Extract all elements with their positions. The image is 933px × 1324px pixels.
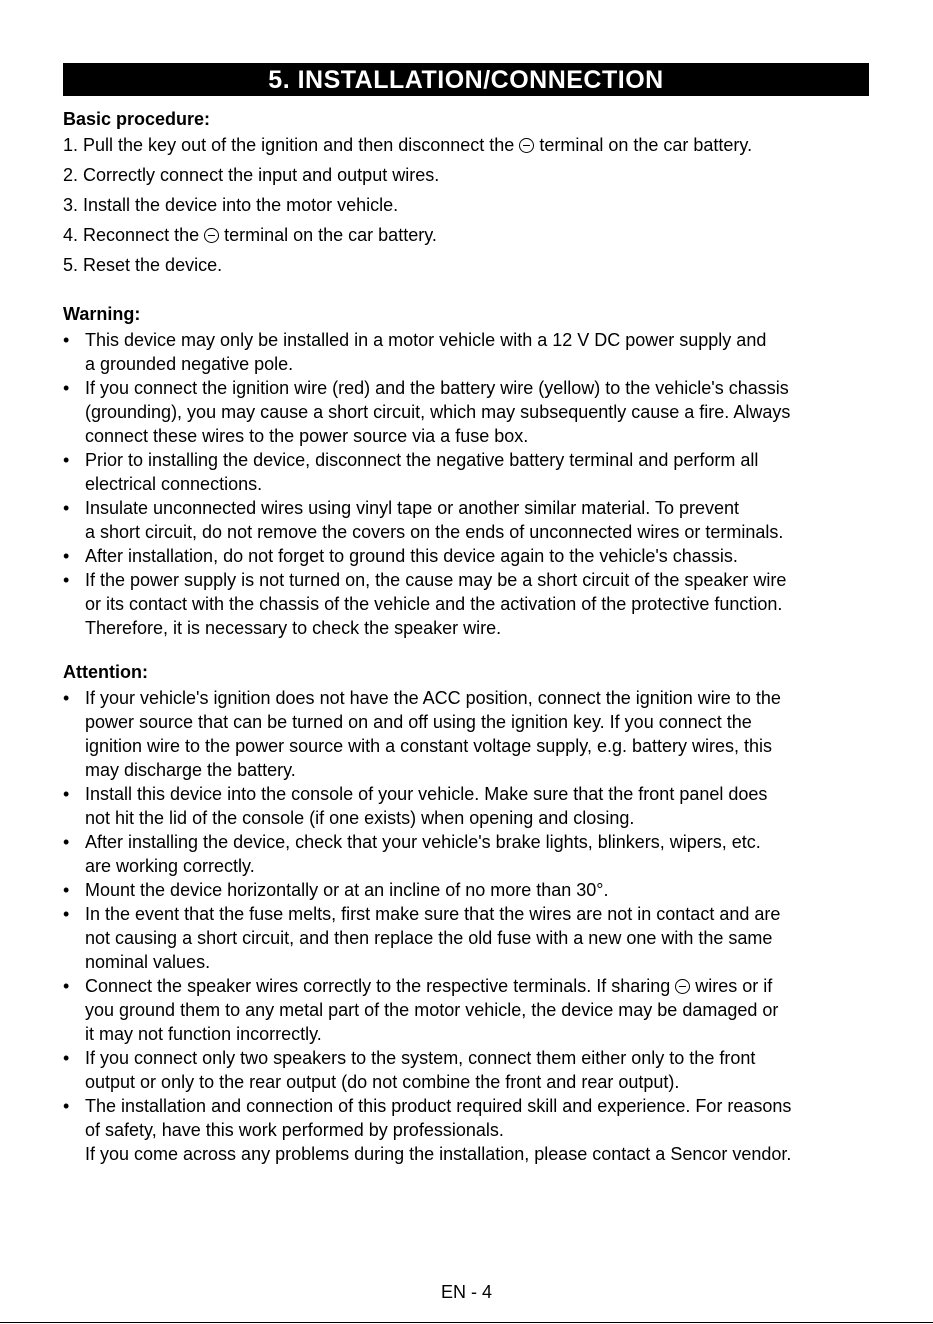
item-line: or its contact with the chassis of the vehicle and the activation of the protective function. bbox=[85, 594, 783, 614]
item-line: nominal values. bbox=[85, 952, 211, 972]
item-line: of safety, have this work performed by professionals. bbox=[85, 1120, 504, 1140]
item-line: not hit the lid of the console (if one exists) when opening and closing. bbox=[85, 808, 635, 828]
item-line: If the power supply is not turned on, the cause may be a short circuit of the speaker wire bbox=[85, 570, 787, 590]
item-line: Prior to installing the device, disconnect the negative battery terminal and perform all bbox=[85, 450, 759, 470]
minus-terminal-icon bbox=[204, 228, 219, 243]
attention-item bbox=[63, 830, 869, 878]
attention-item bbox=[63, 974, 869, 1046]
attention-heading: Attention: bbox=[63, 662, 148, 682]
item-line: If you connect only two speakers to the system, connect them either only to the front bbox=[85, 1048, 756, 1068]
item-line: may discharge the battery. bbox=[85, 760, 296, 780]
item-line: In the event that the fuse melts, first make sure that the wires are not in contact and are bbox=[85, 904, 781, 924]
item-line: not causing a short circuit, and then replace the old fuse with a new one with the same bbox=[85, 928, 773, 948]
item-line: If you come across any problems during the installation, please contact a Sencor vendor. bbox=[85, 1144, 792, 1164]
page-number: EN - 4 bbox=[440, 1282, 492, 1302]
item-line: connect these wires to the power source via a fuse box. bbox=[85, 426, 529, 446]
attention-item bbox=[63, 686, 869, 782]
item-line: Install this device into the console of your vehicle. Make sure that the front panel does bbox=[85, 784, 768, 804]
item-line: power source that can be turned on and off using the ignition key. If you connect the bbox=[85, 712, 752, 732]
item-line: output or only to the rear output (do not combine the front and rear output). bbox=[85, 1072, 680, 1092]
bullet-icon: • bbox=[63, 546, 70, 566]
item-line: This device may only be installed in a motor vehicle with a 12 V DC power supply and bbox=[85, 330, 767, 350]
attention-item bbox=[63, 878, 869, 902]
step-item: 2. Correctly connect the input and output wires. bbox=[63, 165, 440, 185]
step-item: 3. Install the device into the motor vehicle. bbox=[63, 195, 399, 215]
warning-item bbox=[63, 544, 869, 568]
warning-list bbox=[63, 328, 869, 640]
item-line: If you connect the ignition wire (red) and the battery wire (yellow) to the vehicle's chassis bbox=[85, 378, 789, 398]
item-line: After installation, do not forget to ground this device again to the vehicle's chassis. bbox=[85, 546, 738, 566]
item-line: Connect the speaker wires correctly to the respective terminals. If sharing wires or if bbox=[85, 976, 773, 996]
minus-terminal-icon bbox=[675, 979, 690, 994]
manual-page bbox=[63, 63, 869, 1166]
attention-item bbox=[63, 1094, 869, 1166]
attention-item bbox=[63, 902, 869, 974]
warning-item bbox=[63, 568, 869, 640]
bullet-icon: • bbox=[63, 570, 70, 590]
item-line: Therefore, it is necessary to check the speaker wire. bbox=[85, 618, 502, 638]
item-line: you ground them to any metal part of the motor vehicle, the device may be damaged or bbox=[85, 1000, 779, 1020]
item-line: (grounding), you may cause a short circuit, which may subsequently cause a fire. Always bbox=[85, 402, 791, 422]
attention-item bbox=[63, 1046, 869, 1094]
bullet-icon: • bbox=[63, 976, 70, 996]
bottom-rule bbox=[0, 1322, 933, 1323]
item-line: it may not function incorrectly. bbox=[85, 1024, 322, 1044]
step-item: 1. Pull the key out of the ignition and then disconnect the terminal on the car battery. bbox=[63, 135, 753, 155]
attention-list bbox=[63, 686, 869, 1166]
step-item: 4. Reconnect the terminal on the car battery. bbox=[63, 225, 437, 245]
item-line: a short circuit, do not remove the covers on the ends of unconnected wires or terminals. bbox=[85, 522, 784, 542]
warning-heading: Warning: bbox=[63, 304, 141, 324]
item-line: The installation and connection of this product required skill and experience. For reasons bbox=[85, 1096, 792, 1116]
warning-item bbox=[63, 376, 869, 448]
attention-item bbox=[63, 782, 869, 830]
basic-procedure-steps bbox=[63, 134, 869, 276]
basic-procedure-heading: Basic procedure: bbox=[63, 109, 211, 129]
warning-item bbox=[63, 448, 869, 496]
item-line: Mount the device horizontally or at an incline of no more than 30°. bbox=[85, 880, 609, 900]
bullet-icon: • bbox=[63, 904, 70, 924]
bullet-icon: • bbox=[63, 832, 70, 852]
warning-item bbox=[63, 328, 869, 376]
step-item: 5. Reset the device. bbox=[63, 255, 223, 275]
item-line: ignition wire to the power source with a constant voltage supply, e.g. battery wires, this bbox=[85, 736, 773, 756]
bullet-icon: • bbox=[63, 1048, 70, 1068]
item-line: After installing the device, check that your vehicle's brake lights, blinkers, wipers, etc. bbox=[85, 832, 761, 852]
item-line: If your vehicle's ignition does not have the ACC position, connect the ignition wire to the bbox=[85, 688, 781, 708]
item-line: are working correctly. bbox=[85, 856, 255, 876]
warning-item bbox=[63, 496, 869, 544]
bullet-icon: • bbox=[63, 330, 70, 350]
item-line: electrical connections. bbox=[85, 474, 263, 494]
bullet-icon: • bbox=[63, 378, 70, 398]
section-title: 5. INSTALLATION/CONNECTION bbox=[63, 63, 869, 96]
bullet-icon: • bbox=[63, 784, 70, 804]
bullet-icon: • bbox=[63, 1096, 70, 1116]
bullet-icon: • bbox=[63, 688, 70, 708]
bullet-icon: • bbox=[63, 880, 70, 900]
item-line: Insulate unconnected wires using vinyl tape or another similar material. To prevent bbox=[85, 498, 740, 518]
bullet-icon: • bbox=[63, 450, 70, 470]
item-line: a grounded negative pole. bbox=[85, 354, 294, 374]
bullet-icon: • bbox=[63, 498, 70, 518]
minus-terminal-icon bbox=[519, 138, 534, 153]
